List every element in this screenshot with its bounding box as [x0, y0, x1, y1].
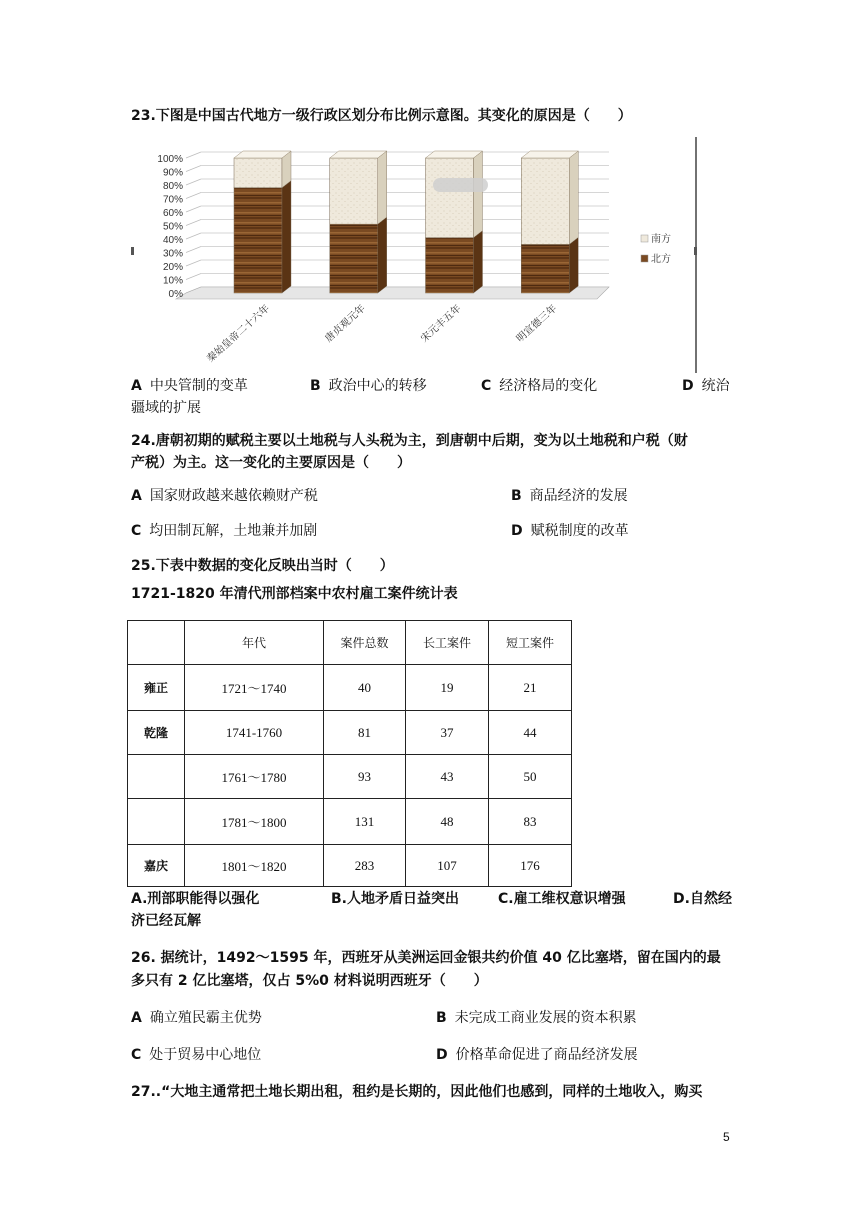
- table-cell-total: 81: [324, 711, 406, 755]
- bar-side: [282, 181, 291, 293]
- question-24-stem-line2: 产税）为主。这一变化的主要原因是（ ）: [131, 455, 411, 471]
- table-header-cell: 年代: [185, 621, 324, 665]
- table-cell-period: 1721～1740: [185, 665, 324, 711]
- question-26-stem-line1: 26. 据统计，1492～1595 年，西班牙从美洲运回金银共约价值 40 亿比塞塔，留在国内的最: [131, 950, 721, 966]
- table-cell-era: 雍正: [128, 665, 185, 711]
- x-tick-label: 宋元丰五年: [418, 303, 464, 345]
- q24-option-d[interactable]: [511, 521, 629, 541]
- bar-segment-north: [521, 244, 569, 293]
- question-25-stem: 25.下表中数据的变化反映出当时（ ）: [131, 558, 394, 574]
- y-tick-label: 20%: [162, 262, 183, 273]
- y-tick-label: 50%: [162, 221, 183, 233]
- q26-option-b-letter: B: [436, 1010, 447, 1026]
- q23-option-d-continuation: 疆域的扩展: [131, 400, 201, 416]
- bar-segment-north: [234, 188, 282, 293]
- table-row: [128, 711, 572, 755]
- q24-option-c[interactable]: [131, 521, 317, 541]
- bar-top: [330, 151, 387, 158]
- q23-option-d[interactable]: [682, 376, 730, 396]
- q25-table-title: 1721-1820 年清代刑部档案中农村雇工案件统计表: [131, 586, 458, 602]
- q25-option-b[interactable]: B.人地矛盾日益突出: [331, 891, 459, 907]
- table-row: [128, 665, 572, 711]
- table-row: [128, 799, 572, 845]
- table-cell-long-term: 43: [406, 755, 489, 799]
- legend-swatch: [641, 235, 648, 242]
- y-tick-label: 10%: [162, 275, 183, 287]
- q26-option-a-text: 确立殖民霸主优势: [149, 1010, 262, 1026]
- y-tick-label: 100%: [157, 154, 183, 165]
- table-cell-total: 283: [324, 845, 406, 887]
- chart-handle-left: [131, 247, 134, 255]
- table-header-row: [128, 621, 572, 665]
- bar-side: [474, 151, 483, 238]
- y-tick-label: 60%: [162, 208, 183, 219]
- question-27-stem: 27..“大地主通常把土地长期出租，租约是长期的，因此他们也感到，同样的土地收入，购买: [131, 1084, 703, 1100]
- table-cell-long-term: 48: [406, 799, 489, 845]
- question-23-stem: 23.下图是中国古代地方一级行政区划分布比例示意图。其变化的原因是（ ）: [131, 108, 632, 124]
- x-tick-label: 唐贞观元年: [323, 303, 368, 345]
- q25-statistics-table: [127, 620, 572, 887]
- q24-option-b[interactable]: [511, 486, 628, 506]
- table-cell-long-term: 19: [406, 665, 489, 711]
- table-header-cell: 短工案件: [489, 621, 572, 665]
- chart-handle-right: [694, 247, 697, 255]
- q26-option-d-letter: D: [436, 1047, 448, 1063]
- table-cell-total: 40: [324, 665, 406, 711]
- table-cell-era: 嘉庆: [128, 845, 185, 887]
- table-cell-short-term: 176: [489, 845, 572, 887]
- page-number: 5: [723, 1130, 730, 1144]
- q26-option-c[interactable]: [131, 1045, 261, 1065]
- y-tick-label: 70%: [162, 194, 183, 206]
- table-cell-period: 1761～1780: [185, 755, 324, 799]
- bar-segment-south: [426, 158, 474, 238]
- q26-option-d[interactable]: [436, 1045, 638, 1065]
- table-cell-period: 1801～1820: [185, 845, 324, 887]
- q24-option-a-text: 国家财政越来越依赖财产税: [149, 488, 318, 504]
- q24-option-c-letter: C: [131, 523, 142, 539]
- bar-segment-south: [234, 158, 282, 188]
- bar-side: [378, 217, 387, 293]
- q23-option-d-letter: D: [682, 378, 694, 394]
- legend-swatch: [641, 255, 648, 262]
- q23-option-b[interactable]: [310, 376, 427, 396]
- q24-option-a[interactable]: [131, 486, 318, 506]
- bar-top: [521, 151, 578, 158]
- q23-option-c-letter: C: [481, 378, 492, 394]
- bar-side: [569, 237, 578, 293]
- table-cell-period: 1741-1760: [185, 711, 324, 755]
- x-tick-label: 明宣德三年: [514, 303, 560, 345]
- q24-option-a-letter: A: [131, 488, 142, 504]
- q26-option-d-text: 价格革命促进了商品经济发展: [455, 1047, 638, 1063]
- y-tick-label: 0%: [168, 289, 183, 300]
- bar-side: [378, 151, 387, 224]
- q25-option-d-continuation: 济已经瓦解: [131, 913, 201, 929]
- q25-option-a[interactable]: A.刑部职能得以强化: [131, 891, 260, 907]
- q24-option-c-text: 均田制瓦解，土地兼并加剧: [149, 523, 318, 539]
- question-24-stem-line1: 24.唐朝初期的赋税主要以土地税与人头税为主，到唐朝中后期，变为以土地税和户税（财: [131, 433, 688, 449]
- table-cell-long-term: 37: [406, 711, 489, 755]
- y-tick-label: 40%: [162, 235, 183, 246]
- q25-option-d[interactable]: D.自然经: [673, 891, 732, 907]
- table-cell-short-term: 44: [489, 711, 572, 755]
- bar-top: [426, 151, 483, 158]
- bar-segment-north: [426, 238, 474, 293]
- q26-option-b-text: 未完成工商业发展的资本积累: [454, 1010, 637, 1026]
- y-tick-label: 80%: [162, 181, 183, 192]
- table-cell-period: 1781～1800: [185, 799, 324, 845]
- table-row: [128, 845, 572, 887]
- q26-option-c-letter: C: [131, 1047, 142, 1063]
- table-header-cell: 长工案件: [406, 621, 489, 665]
- bar-segment-south: [330, 158, 378, 224]
- table-cell-short-term: 50: [489, 755, 572, 799]
- q23-option-c-text: 经济格局的变化: [499, 378, 598, 394]
- q23-option-a-letter: A: [131, 378, 142, 394]
- table-row: [128, 755, 572, 799]
- x-tick-label: 秦始皇帝二十六年: [205, 303, 273, 365]
- table-cell-short-term: 83: [489, 799, 572, 845]
- y-tick-label: 30%: [162, 248, 183, 260]
- table-cell-era: [128, 799, 185, 845]
- q23-option-b-letter: B: [310, 378, 321, 394]
- table-cell-short-term: 21: [489, 665, 572, 711]
- table-cell-era: [128, 755, 185, 799]
- q26-option-a-letter: A: [131, 1010, 142, 1026]
- chart-watermark-blob: [433, 178, 488, 192]
- q23-option-d-text: 统治: [701, 378, 730, 394]
- stacked-bar-chart: [131, 137, 697, 373]
- q24-option-d-text: 赋税制度的改革: [530, 523, 629, 539]
- y-tick-label: 90%: [162, 167, 183, 179]
- table-cell-total: 93: [324, 755, 406, 799]
- q24-option-b-text: 商品经济的发展: [529, 488, 628, 504]
- table-header-cell: 案件总数: [324, 621, 406, 665]
- bar-side: [474, 231, 483, 293]
- chart-svg: [131, 137, 697, 373]
- q26-option-c-text: 处于贸易中心地位: [149, 1047, 262, 1063]
- q23-option-b-text: 政治中心的转移: [328, 378, 427, 394]
- table-header-cell: [128, 621, 185, 665]
- question-26-stem-line2: 多只有 2 亿比塞塔，仅占 5%0 材料说明西班牙（ ）: [131, 973, 488, 989]
- table-cell-long-term: 107: [406, 845, 489, 887]
- table-cell-total: 131: [324, 799, 406, 845]
- q23-option-a[interactable]: [131, 376, 248, 396]
- q26-option-a[interactable]: [131, 1008, 262, 1028]
- bar-top: [234, 151, 291, 158]
- q26-option-b[interactable]: [436, 1008, 637, 1028]
- legend-label: 南方: [651, 234, 671, 245]
- q23-option-c[interactable]: [481, 376, 597, 396]
- q25-option-c[interactable]: C.雇工维权意识增强: [498, 891, 626, 907]
- bar-segment-south: [521, 158, 569, 244]
- q23-option-a-text: 中央管制的变革: [149, 378, 248, 394]
- q24-option-d-letter: D: [511, 523, 523, 539]
- bar-segment-north: [330, 224, 378, 293]
- table-cell-era: 乾隆: [128, 711, 185, 755]
- bar-side: [569, 151, 578, 244]
- legend-label: 北方: [651, 254, 671, 265]
- chart-background: [131, 137, 697, 373]
- q24-option-b-letter: B: [511, 488, 522, 504]
